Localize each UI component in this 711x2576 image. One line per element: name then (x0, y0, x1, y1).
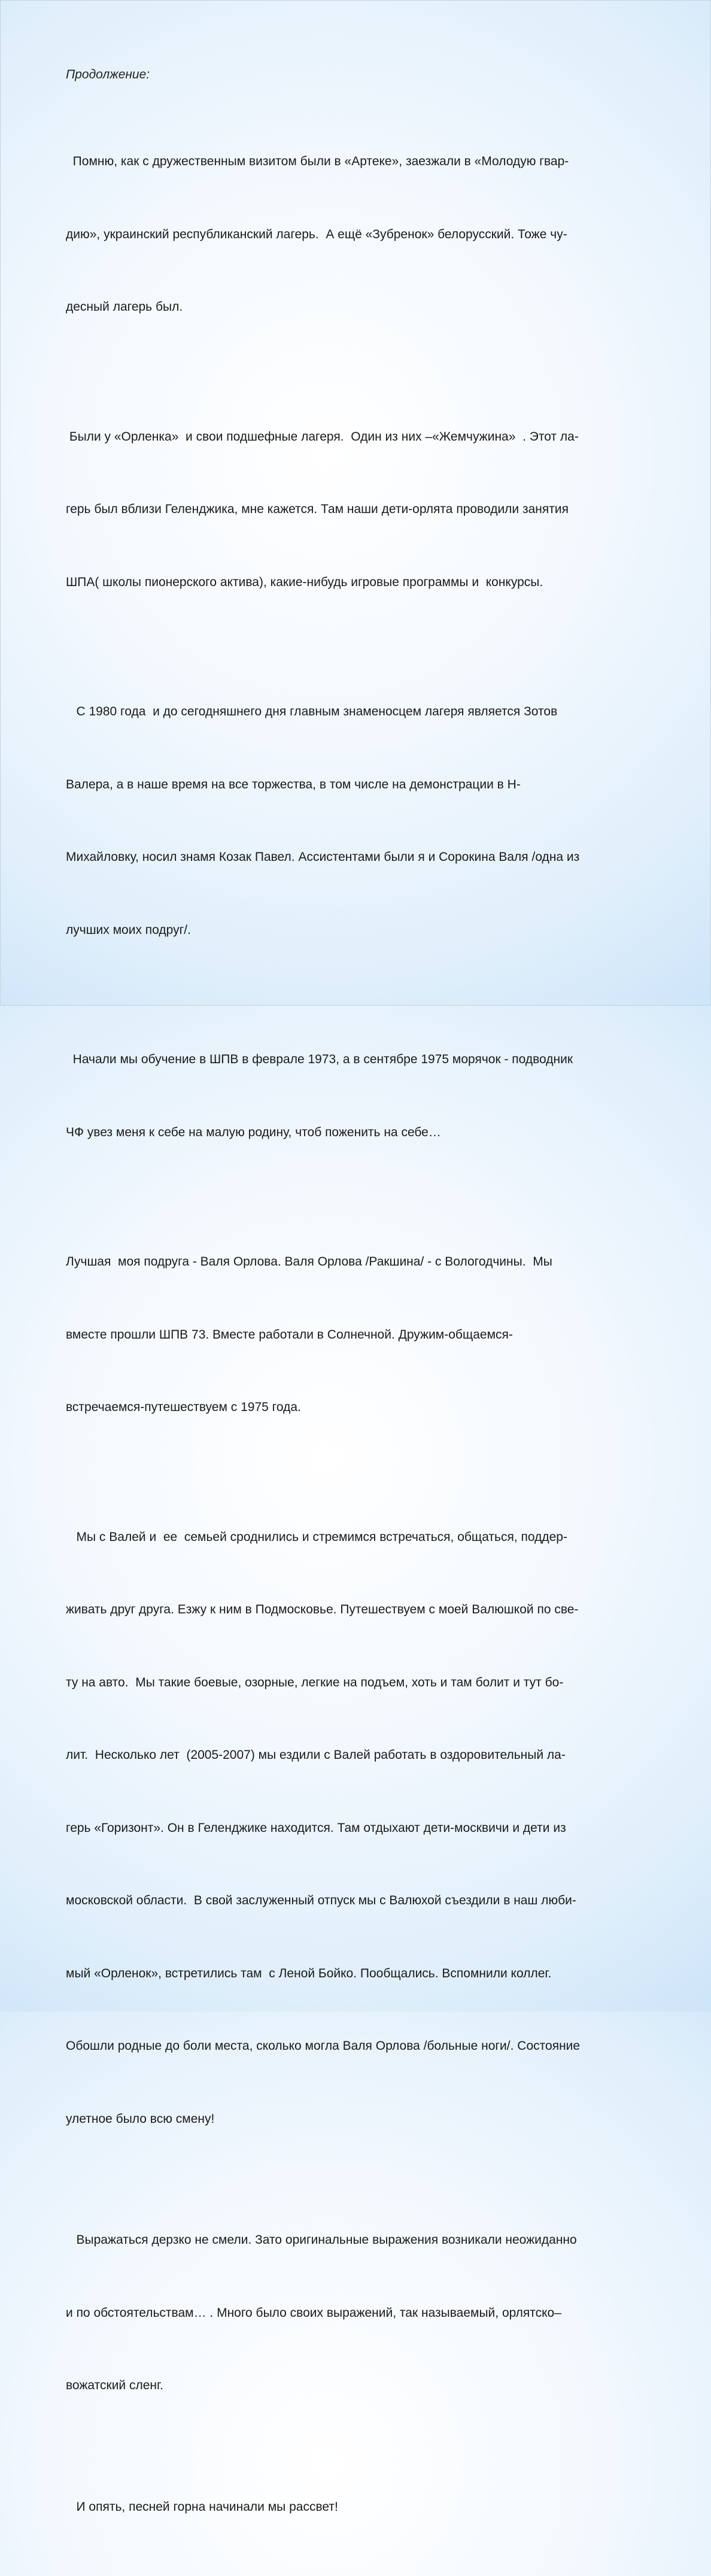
text-line: ШПА( школы пионерского актива), какие-нибудь игровые программы и конкурсы. (66, 575, 543, 589)
text-line: Валера, а в наше время на все торжества, в том числе на демонстрации в Н- (66, 777, 521, 791)
paragraph-family (66, 1477, 655, 2180)
text-line: С 1980 года и до сегодняшнего дня главным знаменосцем лагеря является Зотов (66, 705, 558, 718)
text-line: живать друг друга. Езжу к ним в Подмосковье. Путешествуем с моей Валюшкой по све- (66, 1603, 579, 1616)
paragraph-best-friend (66, 1201, 655, 1468)
text-line: Начали мы обучение в ШПВ в феврале 1973, а в сентябре 1975 морячок - подводник (66, 1052, 573, 1066)
text-line: улетное было всю смену! (66, 2111, 215, 2126)
text-line: Михайловку, носил знамя Козак Павел. Ассистентами были я и Сорокина Валя /одна из (66, 850, 580, 864)
text-line: Были у «Орленка» и свои подшефные лагеря. Один из них –«Жемчужина» . Этот ла- (66, 429, 579, 444)
text-line: московской области. В свой заслуженный отпуск мы с Валюхой съездили в наш люби- (66, 1894, 576, 1907)
text-line: и по обстоятельствам… . Много было своих выражений, так называемый, орлятско– (66, 2305, 561, 2320)
text-line: вместе прошли ШПВ 73. Вместе работали в Солнечной. Дружим-общаемся- (66, 1327, 513, 1342)
text-line: герь «Горизонт». Он в Геленджике находится. Там отдыхают дети-москвичи и дети из (66, 1821, 566, 1835)
text-line: Выражаться дерзко не смели. Зато оригинальные выражения возникали неожиданно (66, 2233, 577, 2247)
text-line: Мы с Валей и ее семьей сроднились и стремимся встречаться, общаться, поддер- (66, 1530, 567, 1544)
text-line: встречаемся-путешествуем с 1975 года. (66, 1400, 301, 1414)
text-line: Лучшая моя подруга - Валя Орлова. Валя Орлова /Ракшина/ - с Вологодчины. Мы (66, 1255, 552, 1269)
continuation-heading: Продолжение: (66, 68, 150, 81)
paragraph-artek (66, 101, 655, 368)
text-line: десный лагерь был. (66, 300, 183, 314)
text-line: дию», украинский республиканский лагерь. А ещё «Зубренок» белорусский. Тоже чу- (66, 227, 567, 241)
text-line: вожатский сленг. (66, 2378, 163, 2392)
paragraph-training (66, 999, 655, 1193)
paragraph-zhemchuzhina (66, 377, 655, 644)
text-line: ЧФ увез меня к себе на малую родину, чтоб поженить на себе… (66, 1125, 441, 1139)
paragraph-slang (66, 2180, 655, 2447)
text-line: лучших моих подруг/. (66, 923, 191, 937)
paragraph-closing (66, 2447, 655, 2568)
text-line: Помню, как с дружественным визитом были в «Артеке», заезжали в «Молодую гвар- (66, 154, 569, 168)
document-body (66, 64, 655, 2576)
text-line: ту на авто. Мы такие боевые, озорные, легкие на подъем, хоть и там болит и тут бо- (66, 1675, 564, 1689)
text-line: лит. Несколько лет (2005-2007) мы ездили с Валей работать в оздоровительный ла- (66, 1748, 566, 1762)
text-line: Обошли родные до боли места, сколько могла Валя Орлова /больные ноги/. Состояние (66, 2039, 581, 2053)
paragraph-flag-bearer (66, 651, 655, 991)
text-line: герь был вблизи Геленджика, мне кажется. Там наши дети-орлята проводили занятия (66, 502, 569, 516)
text-line: И опять, песней горна начинали мы рассвет! (66, 2499, 338, 2514)
text-line: мый «Орленок», встретились там с Леной Бойко. Пообщались. Вспомнили коллег. (66, 1966, 552, 1980)
